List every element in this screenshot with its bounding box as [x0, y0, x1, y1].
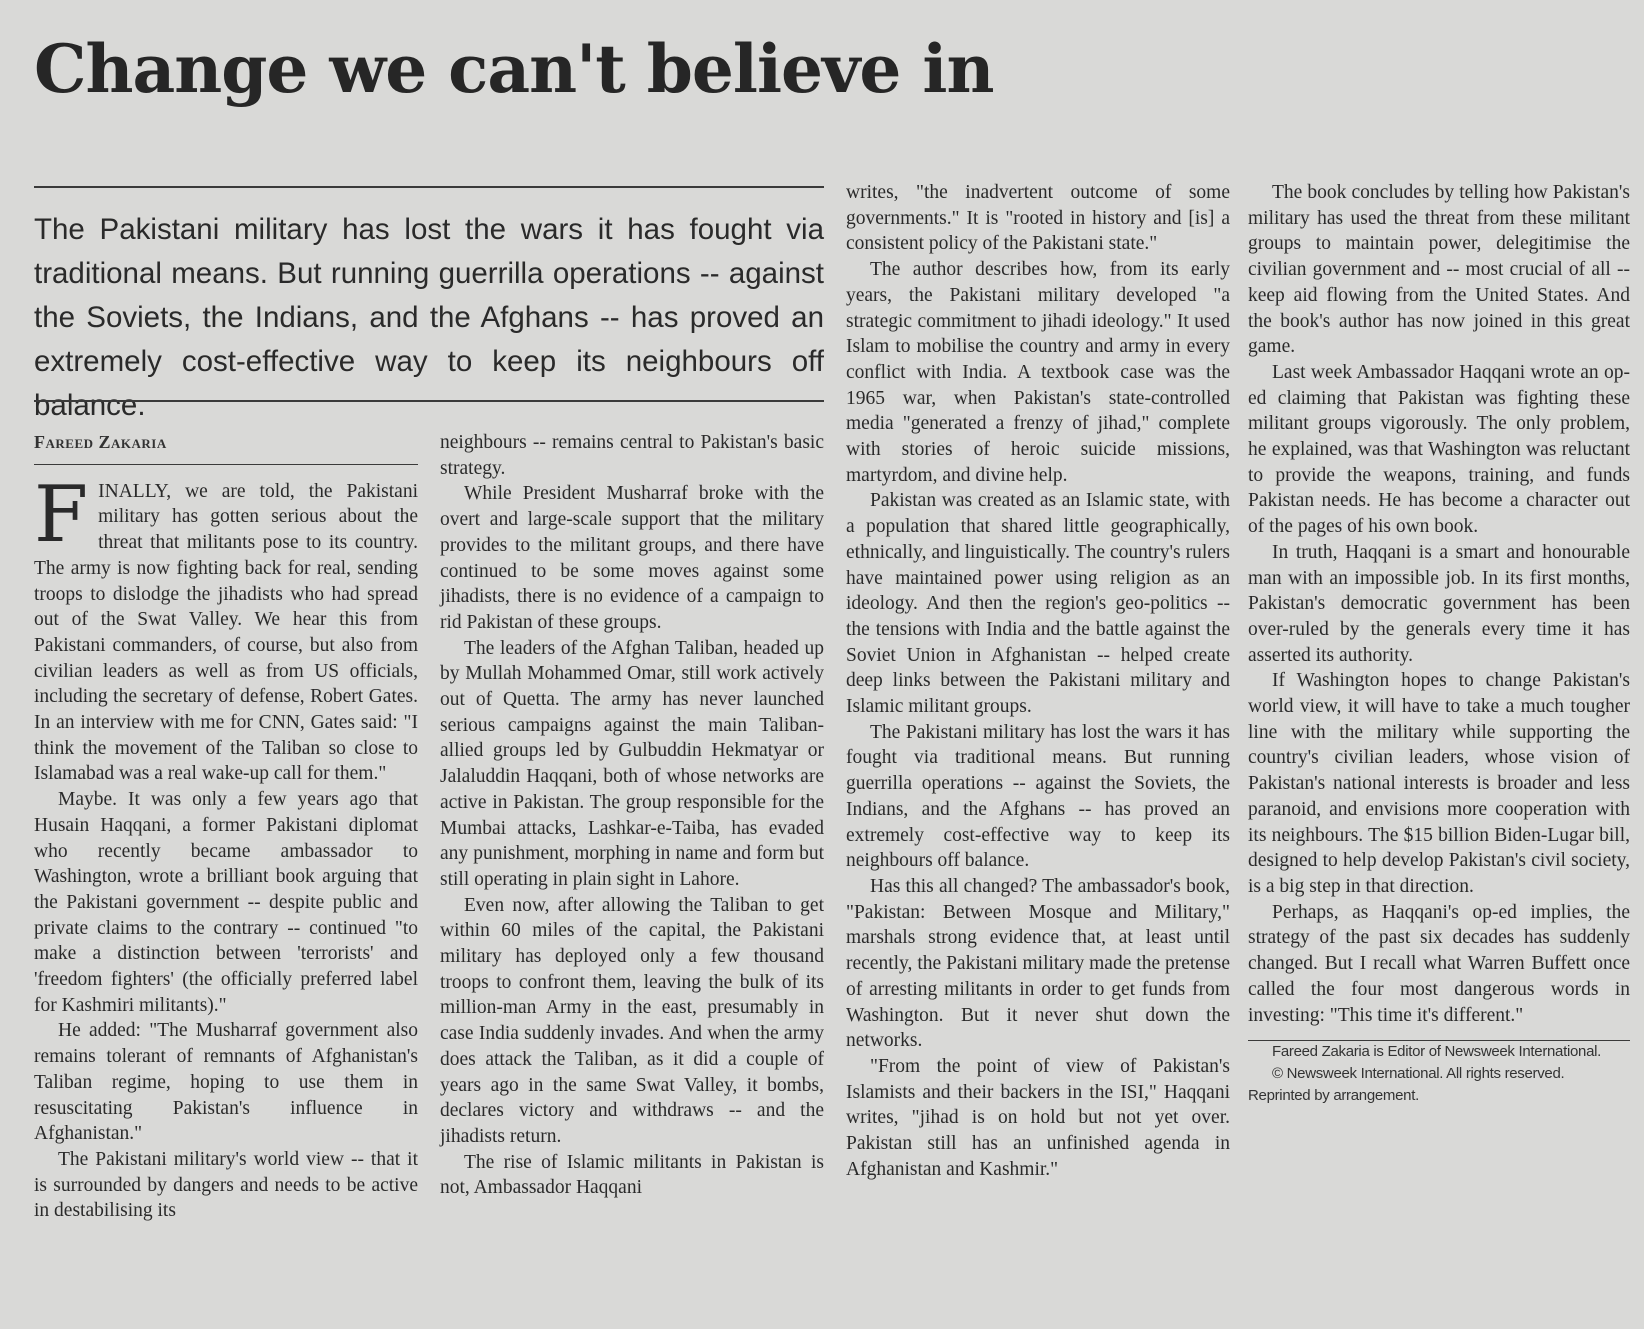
paragraph: [34, 469, 418, 787]
paragraph: Has this all changed? The ambassador's book, "Pakistan: Between Mosque and Military," marshals strong evidence that, at least until recently, the Pakistani military made the pretense of arresting militants in order to get funds from Washington. But it never shut down the networks.: [846, 875, 1230, 1052]
paragraph: writes, "the inadvertent outcome of some governments." It is "rooted in history and [is] a consistent policy of the Pakistani state.": [846, 182, 1230, 255]
paragraph: The rise of Islamic militants in Pakistan is not, Ambassador Haqqani: [440, 1151, 824, 1199]
paragraph: While President Musharraf broke with the overt and large-scale support that the military provides to the militant groups, and there have continued to be some moves against some jihadists, there is no evidence of a campaign to rid Pakistan of these groups.: [440, 483, 824, 633]
column-1: [34, 430, 418, 1224]
paragraph: neighbours -- remains central to Pakistan's basic strategy.: [440, 432, 824, 479]
column-2: [440, 430, 824, 1201]
paragraph: The Pakistani military's world view -- that it is surrounded by dangers and needs to be active in destabilising its: [34, 1148, 418, 1222]
deck-top-rule: [34, 186, 824, 188]
author-note: Fareed Zakaria is Editor of Newsweek International.: [1272, 1043, 1602, 1061]
paragraph: If Washington hopes to change Pakistan's world view, it will have to take a much tougher line with the military while supporting the country's civilian leaders, whose vision of Pakistan's national interests is broader and less paranoid, and envisions more cooperation with its neighbours. The $15 billion Biden-Lugar bill, designed to help develop Pakistan's civil society, is a big step in that direction.: [1248, 670, 1630, 897]
paragraph: The Pakistani military has lost the wars it has fought via traditional means. But running guerrilla operations -- against the Soviets, the Indians, and the Afghans -- has proved an extremely cost-effective way to keep its neighbours off balance.: [846, 721, 1230, 872]
article-deck: The Pakistani military has lost the wars it has fought via traditional means. But running guerrilla operations -- against the Soviets, the Indians, and the Afghans -- has proved an extremely cost-effective way to keep its neighbours off balance.: [34, 213, 824, 422]
paragraph: The author describes how, from its early years, the Pakistani military developed "a strategic commitment to jihadi ideology." It used Islam to mobilise the country and army in every conflict with India. A textbook case was the 1965 war, when Pakistan's state-controlled media "generated a frenzy of jihad," complete with stories of heroic suicide missions, martyrdom, and divine help.: [846, 259, 1230, 486]
copyright-text: © Newsweek International. All rights reserved.: [1272, 1065, 1565, 1083]
paragraph: Pakistan was created as an Islamic state, with a population that shared little geographically, ethnically, and linguistically. The country's rulers have maintained power using religion as an ideology. And then the region's geo-politics -- the tensions with India and the battle against the Soviet Union in Afghanistan -- helped create deep links between the Pakistani military and Islamic militant groups.: [846, 490, 1230, 718]
reprint-text: Reprinted by arrangement.: [1248, 1087, 1419, 1105]
drop-cap: F: [34, 469, 89, 560]
column-4: [1248, 180, 1630, 1107]
paragraph: The leaders of the Afghan Taliban, headed up by Mullah Mohammed Omar, still work actively out of Quetta. The army has never launched serious campaigns against the main Taliban-allied groups led by Gulbuddin Hekmatyar or Jalaluddin Haqqani, both of whose networks are active in Pakistan. The group responsible for the Mumbai attacks, Lashkar-e-Taiba, has evaded any punishment, morphing in name and form but still operating in plain sight in Lahore.: [440, 637, 824, 890]
copyright-line: [1248, 1063, 1630, 1107]
deck-bottom-rule: [34, 400, 824, 402]
paragraph: Last week Ambassador Haqqani wrote an op-ed claiming that Pakistan was fighting these militant groups vigorously. The only problem, he explained, was that Washington was reluctant to provide the weapons, training, and funds Pakistan needs. He has become a character out of the pages of his own book.: [1248, 361, 1630, 538]
article-headline: Change we can't believe in: [34, 30, 994, 108]
byline: Fareed Zakaria: [34, 430, 418, 465]
paragraph: The book concludes by telling how Pakistan's military has used the threat from these militant groups to maintain power, delegitimise the civilian government and -- most crucial of all -- keep aid flowing from the United States. And the book's author has now joined in this great game.: [1248, 182, 1630, 358]
paragraph: "From the point of view of Pakistan's Islamists and their backers in the ISI," Haqqani writes, "jihad is on hold but not yet over. Pakistan still has an unfinished agenda in Afghanistan and Kashmir.": [846, 1055, 1230, 1180]
column-3: [846, 180, 1230, 1182]
paragraph: Even now, after allowing the Taliban to get within 60 miles of the capital, the Pakistani military has deployed only a few thousand troops to confront them, leaving the bulk of its million-man Army in the east, presumably in case India suddenly invades. And when the army does attack the Taliban, as it did a couple of years ago in the same Swat Valley, it bombs, declares victory and withdraws -- and the jihadists return.: [440, 894, 824, 1147]
paragraph-text: we are told, the Pakistani military has gotten serious about the threat that militants pose to its country. The army is now fighting back for real, sending troops to dislodge the jihadists who had spread out of the Swat Valley. We hear this from Pakistani commanders, of course, but also from civilian leaders as well as from US officials, including the secretary of defense, Robert Gates. In an interview with me for CNN, Gates said: "I think the movement of the Taliban so close to Islamabad was a real wake-up call for them.": [34, 480, 418, 785]
lead-in: INALLY,: [98, 480, 172, 502]
paragraph: He added: "The Musharraf government also remains tolerant of remnants of Afghanistan's Taliban regime, hoping to use them in resuscitating Pakistan's influence in Afghanistan.": [34, 1020, 418, 1145]
paragraph: In truth, Haqqani is a smart and honourable man with an impossible job. In its first months, Pakistan's democratic government has been over-ruled by the generals every time it has asserted its authority.: [1248, 541, 1630, 666]
paragraph: Perhaps, as Haqqani's op-ed implies, the strategy of the past six decades has suddenly changed. But I recall what Warren Buffett once called the four most dangerous words in investing: "This time it's different.": [1248, 901, 1630, 1026]
paragraph: Maybe. It was only a few years ago that Husain Haqqani, a former Pakistani diplomat who recently became ambassador to Washington, wrote a brilliant book arguing that the Pakistani government -- despite public and private claims to the contrary -- continued "to make a distinction between 'terrorists' and 'freedom fighters' (the officially preferred label for Kashmiri militants).": [34, 789, 418, 1016]
